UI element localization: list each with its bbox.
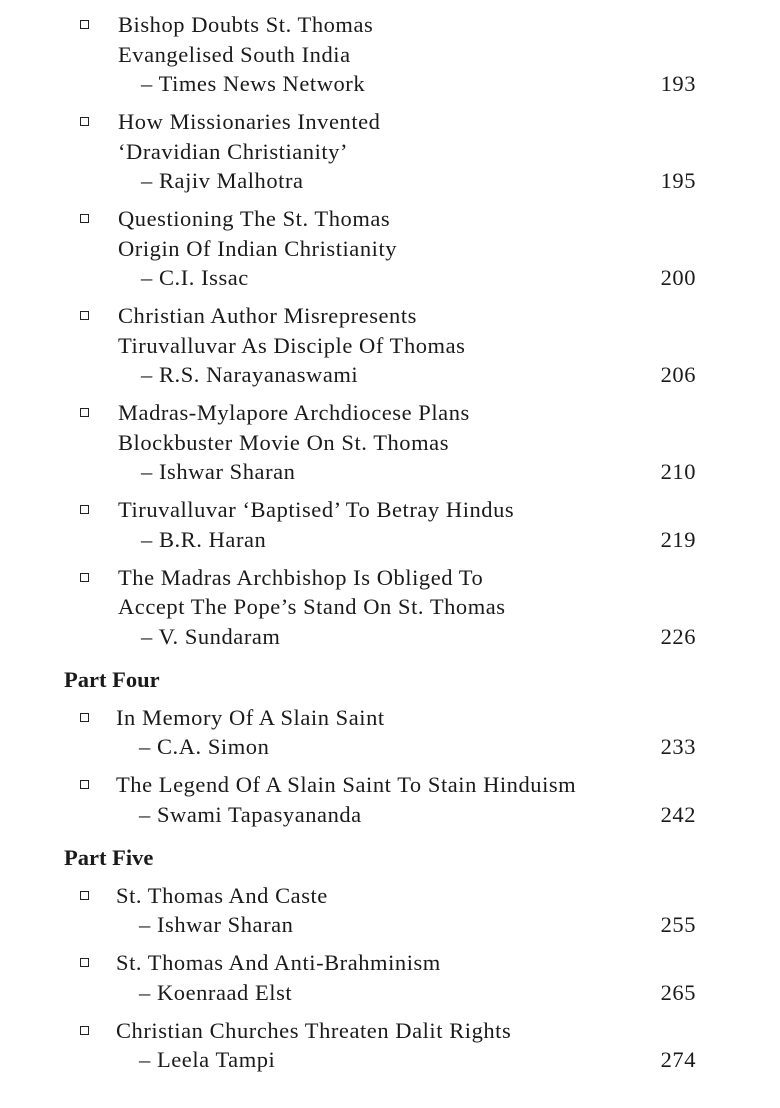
page-number: 219 <box>660 526 696 552</box>
page-number: 255 <box>660 912 696 937</box>
entry-title-line: The Legend Of A Slain Saint To Stain Hinduism <box>116 772 577 797</box>
part-heading: Part Four <box>64 667 160 692</box>
toc-entry[interactable] <box>0 107 780 196</box>
square-bullet-icon <box>80 117 89 126</box>
entry-title-line: Christian Author Misrepresents <box>118 303 417 328</box>
entry-title-line: The Madras Archbishop Is Obliged To <box>118 564 484 590</box>
page-number: 210 <box>660 459 696 484</box>
entry-title-line: Madras-Mylapore Archdiocese Plans <box>118 400 470 425</box>
square-bullet-icon <box>80 408 89 417</box>
entry-title-line: Christian Churches Threaten Dalit Rights <box>116 1017 512 1043</box>
square-bullet-icon <box>80 713 89 722</box>
entry-title-line: Bishop Doubts St. Thomas <box>118 12 374 37</box>
entry-title-line: Accept The Pope’s Stand On St. Thomas <box>118 594 506 619</box>
entry-author: – Rajiv Malhotra <box>141 168 304 193</box>
entry-author: – C.A. Simon <box>139 734 270 759</box>
entry-title-line: ‘Dravidian Christianity’ <box>118 138 349 164</box>
toc-entry[interactable] <box>0 10 780 99</box>
entry-title-line: Tiruvalluvar ‘Baptised’ To Betray Hindus <box>118 497 515 522</box>
square-bullet-icon <box>80 20 89 29</box>
toc-entry[interactable] <box>0 948 780 1007</box>
toc-entry[interactable] <box>0 881 780 940</box>
entry-author: – C.I. Issac <box>141 265 249 290</box>
toc-entry[interactable] <box>0 703 780 762</box>
square-bullet-icon <box>80 958 89 967</box>
entry-author: – Times News Network <box>141 71 366 96</box>
page-number: 206 <box>660 362 696 387</box>
toc-entry[interactable] <box>0 495 780 554</box>
entry-title-line: St. Thomas And Anti-Brahminism <box>116 950 441 975</box>
entry-author: – Koenraad Elst <box>139 979 293 1005</box>
square-bullet-icon <box>80 891 89 900</box>
page-number: 226 <box>660 623 696 649</box>
toc-entry[interactable] <box>0 204 780 293</box>
page-number: 200 <box>660 265 696 290</box>
toc-section <box>0 10 780 651</box>
entry-title-line: Origin Of Indian Christianity <box>118 235 398 261</box>
square-bullet-icon <box>80 780 89 789</box>
toc-section <box>0 665 780 829</box>
toc-entry[interactable] <box>0 563 780 652</box>
entry-author: – Ishwar Sharan <box>141 459 296 484</box>
square-bullet-icon <box>80 505 89 514</box>
square-bullet-icon <box>80 573 89 582</box>
toc-section <box>0 843 780 1075</box>
page-number: 233 <box>660 734 696 759</box>
page-number: 193 <box>660 71 696 96</box>
square-bullet-icon <box>80 214 89 223</box>
page-number: 242 <box>660 801 696 827</box>
page-number: 274 <box>660 1047 696 1072</box>
entry-title-line: Questioning The St. Thomas <box>118 206 391 231</box>
page-number: 195 <box>660 168 696 193</box>
entry-title-line: Tiruvalluvar As Disciple Of Thomas <box>118 332 466 358</box>
entry-author: – R.S. Narayanaswami <box>141 362 359 387</box>
toc-entry[interactable] <box>0 398 780 487</box>
square-bullet-icon <box>80 1026 89 1035</box>
entry-title-line: How Missionaries Invented <box>118 109 381 134</box>
entry-title-line: In Memory Of A Slain Saint <box>116 704 385 730</box>
entry-author: – B.R. Haran <box>141 526 267 552</box>
toc-entry[interactable] <box>0 1016 780 1075</box>
entry-author: – Swami Tapasyananda <box>139 801 362 827</box>
part-heading: Part Five <box>64 845 154 870</box>
page-number: 265 <box>660 979 696 1005</box>
square-bullet-icon <box>80 311 89 320</box>
entry-title-line: Blockbuster Movie On St. Thomas <box>118 429 449 455</box>
entry-author: – Leela Tampi <box>139 1047 276 1072</box>
table-of-contents <box>0 10 780 1083</box>
entry-title-line: St. Thomas And Caste <box>116 882 328 908</box>
entry-author: – V. Sundaram <box>141 623 281 649</box>
toc-entry[interactable] <box>0 770 780 829</box>
entry-title-line: Evangelised South India <box>118 41 351 67</box>
entry-author: – Ishwar Sharan <box>139 912 294 937</box>
toc-entry[interactable] <box>0 301 780 390</box>
